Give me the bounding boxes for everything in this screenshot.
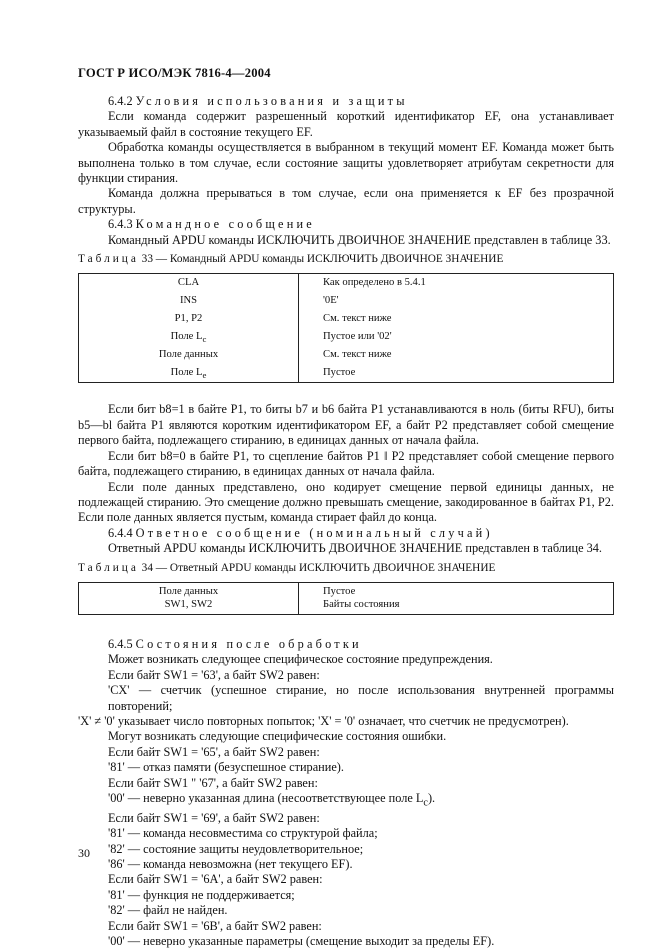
status-line: Могут возникать следующие специфические состояния ошибки.: [108, 729, 447, 744]
table-34: [78, 582, 614, 615]
paragraph: Если бит b8=1 в байте P1, то биты b7 и b6 байта P1 устанавливаются в ноль (биты RFU), биты b5—bl байта P1 являются коротким идентификатором EF, а байт P2 представляет собой смещение первого байта, подлежащего стиранию, в единицах данных от начала файла.: [78, 402, 614, 448]
status-line: Если байт SW1 = '65', а байт SW2 равен:: [108, 744, 320, 759]
status-line: '81' — отказ памяти (безуспешное стирание).: [108, 760, 344, 775]
paragraph: Команда должна прерываться в том случае, если она применяется к EF без прозрачной структуры.: [78, 186, 614, 216]
section-heading-6-4-2: 6.4.2 Условия использования и защиты: [108, 94, 408, 108]
paragraph: Если поле данных представлено, оно кодирует смещение первой единицы данных, не подлежащей стиранию. Это смещение должно превышать смещение, закодированное в байтах P1, P2. Если поле данных является пустым, команда стирает файл до конца.: [78, 479, 614, 525]
status-line: Если байт SW1 = '6A', а байт SW2 равен:: [108, 872, 323, 887]
status-line: '81' — функция не поддерживается;: [108, 887, 295, 902]
table-33: [78, 273, 614, 383]
status-line: Если байт SW1 = '69', а байт SW2 равен:: [108, 810, 320, 825]
table-cell: CLA INS P1, P2 Поле $L_c$ Поле данных Поле $L_e$: [79, 274, 299, 383]
status-line: 'CX' — счетчик (успешное стирание, но после использования внутренней программы повторений;: [108, 683, 614, 713]
paragraph: Обработка команды осуществляется в выбранном в текущий момент EF. Команда может быть выполнена только в том случае, если состояние защиты удовлетворяет атрибутам секретности для функции стирания.: [78, 140, 614, 186]
table-34-caption: Таблица 34 — Ответный APDU команды ИСКЛЮЧИТЬ ДВОИЧНОЕ ЗНАЧЕНИЕ: [78, 561, 496, 574]
status-line: '00' — неверно указанная длина (несоответствующее поле $L_c$).: [108, 791, 436, 809]
paragraph: Если команда содержит разрешенный короткий идентификатор EF, она устанавливает указываемый файл в состояние текущего EF.: [78, 109, 614, 139]
table-reference: Командный APDU команды ИСКЛЮЧИТЬ ДВОИЧНОЕ ЗНАЧЕНИЕ представлен в таблице 33.: [108, 232, 611, 247]
status-line: Если байт SW1 " '67', а байт SW2 равен:: [108, 775, 318, 790]
status-line: '86' — команда невозможна (нет текущего EF).: [108, 857, 353, 872]
status-line: Если байт SW1 = '63', а байт SW2 равен:: [108, 667, 320, 682]
status-line: 'X' ≠ '0' указывает число повторных попыток; 'X' = '0' означает, что счетчик не предусмотрен).: [78, 713, 569, 728]
status-line: '82' — файл не найден.: [108, 903, 228, 918]
status-line: '00' — неверно указанные параметры (смещение выходит за пределы EF).: [108, 934, 495, 949]
table-33-caption: Таблица 33 — Командный APDU команды ИСКЛЮЧИТЬ ДВОИЧНОЕ ЗНАЧЕНИЕ: [78, 253, 504, 266]
table-cell: Как определено в 5.4.1 '0E' См. текст ниже Пустое или '02' См. текст ниже Пустое: [299, 274, 614, 383]
section-heading-6-4-3: 6.4.3 Командное сообщение: [108, 217, 315, 232]
status-line: Может возникать следующее специфическое состояние предупреждения.: [108, 652, 493, 667]
status-line: '82' — состояние защиты неудовлетворительное;: [108, 841, 364, 856]
table-reference: Ответный APDU команды ИСКЛЮЧИТЬ ДВОИЧНОЕ ЗНАЧЕНИЕ представлен в таблице 34.: [108, 541, 602, 556]
document-header: ГОСТ Р ИСО/МЭК 7816-4—2004: [78, 66, 271, 80]
page-content: [78, 94, 614, 950]
page-number: 30: [78, 846, 90, 860]
status-line: '81' — команда несовместима со структурой файла;: [108, 826, 378, 841]
section-heading-6-4-4: 6.4.4 Ответное сообщение (номинальный случай): [108, 525, 493, 540]
paragraph: Если бит b8=0 в байте P1, то сцепление байтов P1 ‖ P2 представляет собой смещение первого байта, подлежащего стиранию, в единицах данных от начала файла.: [78, 448, 614, 479]
table-cell: Поле данных SW1, SW2: [79, 582, 299, 614]
section-heading-6-4-5: 6.4.5 Состояния после обработки: [108, 636, 362, 651]
table-cell: Пустое Байты состояния: [299, 582, 614, 614]
status-line: Если байт SW1 = '6B', а байт SW2 равен:: [108, 918, 322, 933]
